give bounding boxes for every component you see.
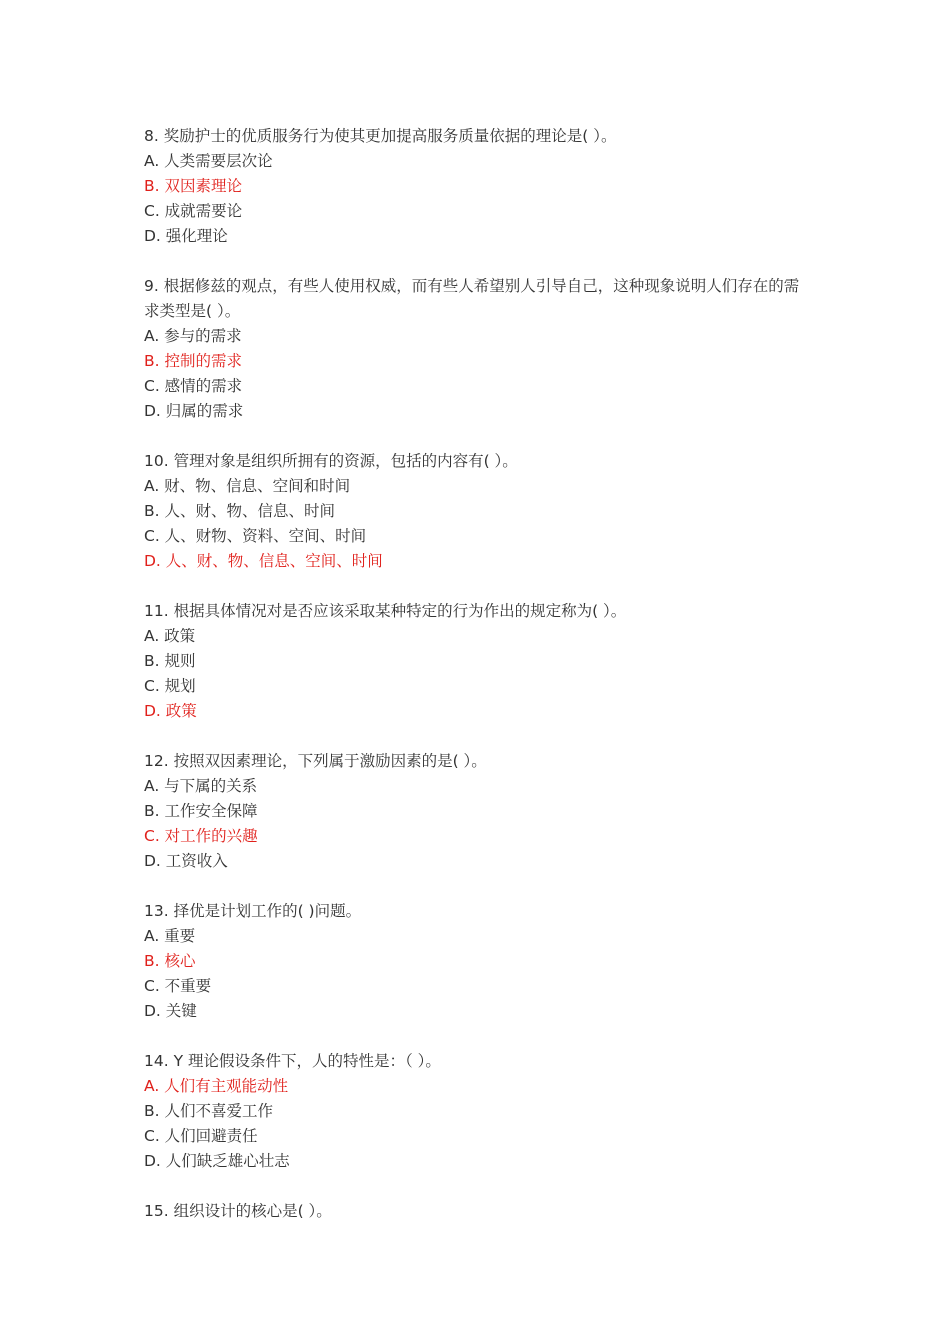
option-b: B. 人、财、物、信息、时间 <box>144 502 335 520</box>
option-b: B. 规则 <box>144 652 196 670</box>
option-c-correct: C. 对工作的兴趣 <box>144 827 258 845</box>
option-d: D. 强化理论 <box>144 227 228 245</box>
question-12 <box>144 749 824 874</box>
question-stem: 11. 根据具体情况对是否应该采取某种特定的行为作出的规定称为( ）。 <box>144 602 627 620</box>
question-stem: 8. 奖励护士的优质服务行为使其更加提高服务质量依据的理论是( ）。 <box>144 127 617 145</box>
question-8 <box>144 124 824 249</box>
option-b: B. 工作安全保障 <box>144 802 258 820</box>
question-9 <box>144 274 824 424</box>
option-c: C. 感情的需求 <box>144 377 243 395</box>
option-a: A. 财、物、信息、空间和时间 <box>144 477 351 495</box>
option-b-correct: B. 控制的需求 <box>144 352 242 370</box>
option-c: C. 成就需要论 <box>144 202 243 220</box>
option-d: D. 人们缺乏雄心壮志 <box>144 1152 290 1170</box>
option-b: B. 人们不喜爱工作 <box>144 1102 273 1120</box>
option-d: D. 工资收入 <box>144 852 228 870</box>
option-d: D. 关键 <box>144 1002 197 1020</box>
question-14 <box>144 1049 824 1174</box>
option-b-correct: B. 双因素理论 <box>144 177 242 195</box>
question-stem: 10. 管理对象是组织所拥有的资源，包括的内容有( ）。 <box>144 452 518 470</box>
option-d-correct: D. 政策 <box>144 702 197 720</box>
question-11 <box>144 599 824 724</box>
question-15 <box>144 1199 824 1224</box>
option-c: C. 人们回避责任 <box>144 1127 258 1145</box>
option-a: A. 重要 <box>144 927 196 945</box>
option-a: A. 与下属的关系 <box>144 777 258 795</box>
question-10 <box>144 449 824 574</box>
question-stem: 14. Y 理论假设条件下，人的特性是：（ ）。 <box>144 1052 441 1070</box>
question-stem: 15. 组织设计的核心是( ）。 <box>144 1202 332 1220</box>
option-a: A. 人类需要层次论 <box>144 152 273 170</box>
option-d-correct: D. 人、财、物、信息、空间、时间 <box>144 552 383 570</box>
question-stem: 13. 择优是计划工作的( )问题。 <box>144 902 362 920</box>
option-c: C. 人、财物、资料、空间、时间 <box>144 527 367 545</box>
exam-page <box>144 124 824 1249</box>
option-b-correct: B. 核心 <box>144 952 196 970</box>
question-stem: 12. 按照双因素理论，下列属于激励因素的是( ）。 <box>144 752 487 770</box>
option-a: A. 政策 <box>144 627 196 645</box>
option-a: A. 参与的需求 <box>144 327 242 345</box>
option-c: C. 不重要 <box>144 977 212 995</box>
question-13 <box>144 899 824 1024</box>
option-c: C. 规划 <box>144 677 196 695</box>
option-d: D. 归属的需求 <box>144 402 244 420</box>
question-stem: 9. 根据修兹的观点，有些人使用权威，而有些人希望别人引导自己，这种现象说明人们存在的需求类型是( ）。 <box>144 277 800 320</box>
option-a-correct: A. 人们有主观能动性 <box>144 1077 289 1095</box>
